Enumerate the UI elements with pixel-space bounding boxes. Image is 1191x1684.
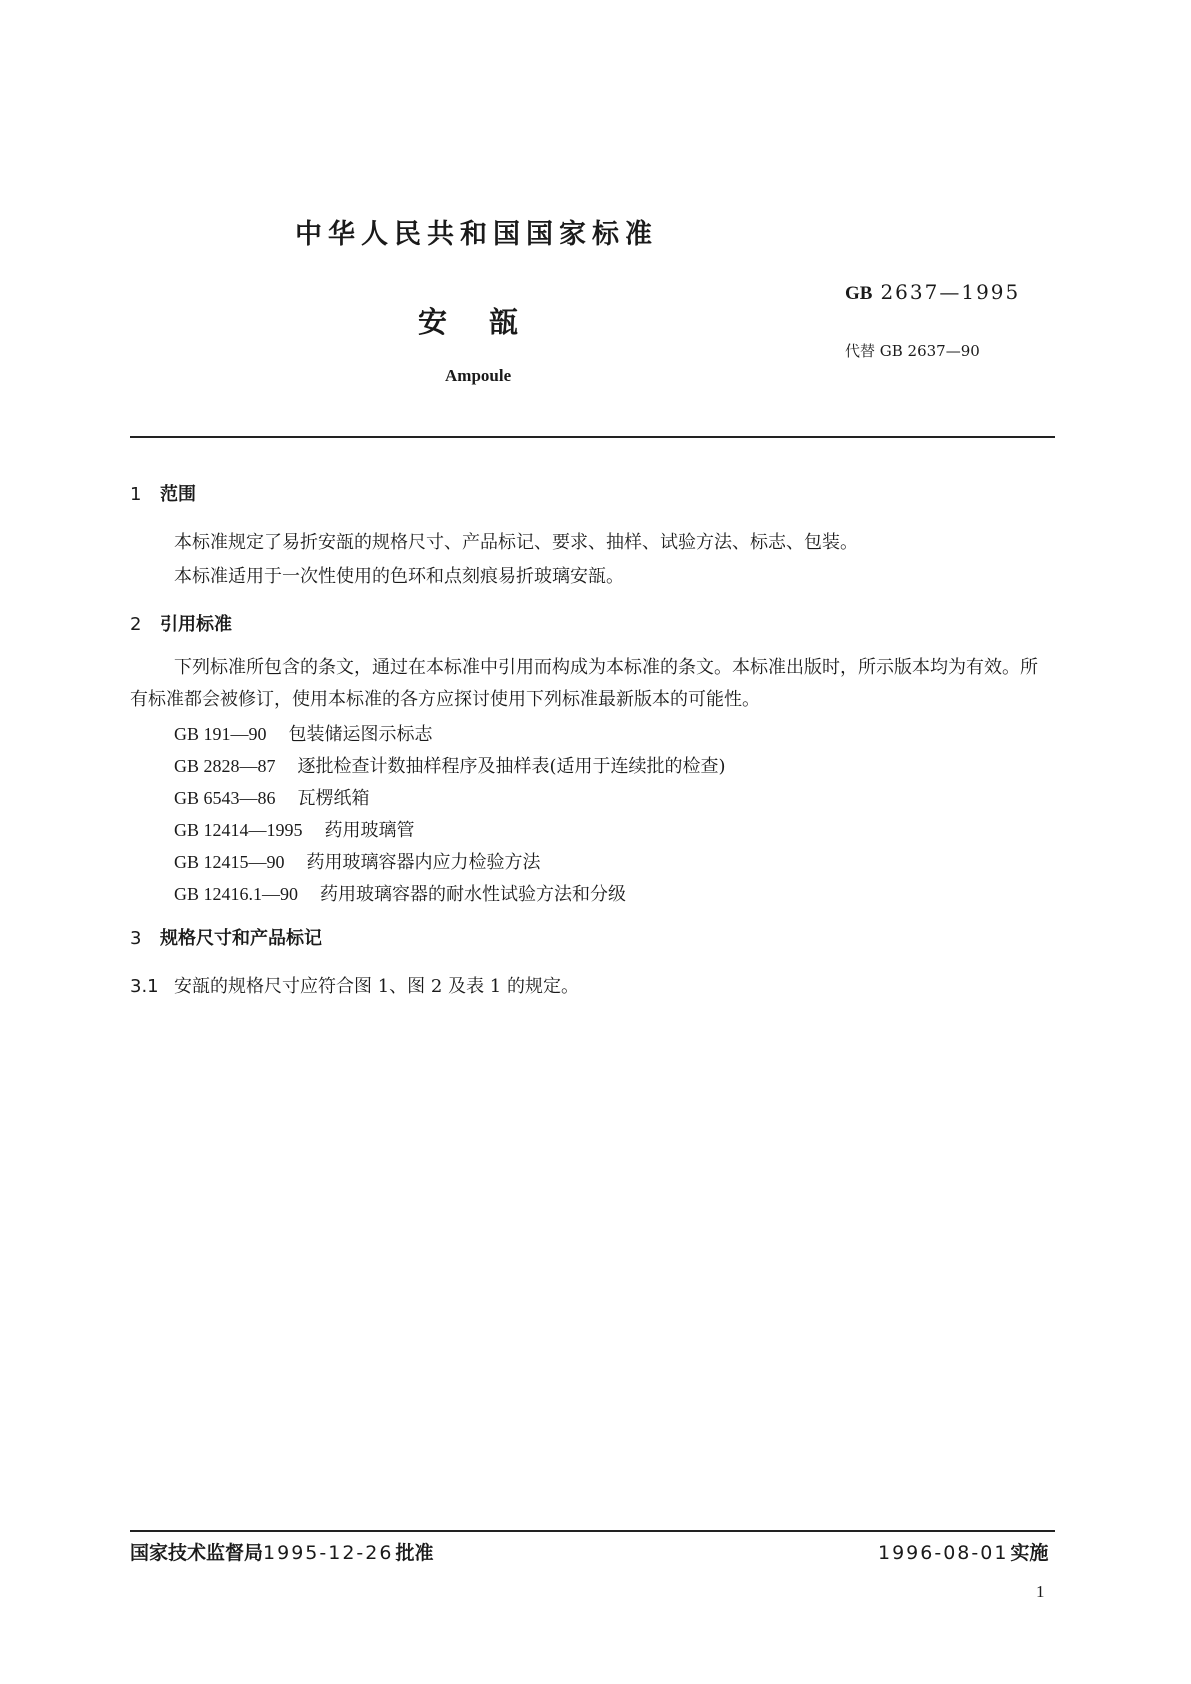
reference-item (174, 880, 626, 906)
section-number: 1 (130, 484, 142, 505)
clause-number: 3.1 (130, 976, 159, 997)
reference-title: 包装储运图示标志 (288, 724, 433, 745)
approving-authority: 国家技术监督局 (130, 1542, 264, 1564)
effective-date: 1996-08-01 (878, 1542, 1009, 1564)
reference-title: 药用玻璃容器内应力检验方法 (306, 852, 541, 873)
clause-3-1 (130, 972, 579, 998)
reference-code: GB 6543—86 (174, 788, 276, 808)
reference-title: 瓦楞纸箱 (297, 788, 370, 809)
standard-code: 2637—1995 (880, 280, 1021, 304)
reference-item (174, 848, 541, 874)
section-number: 3 (130, 928, 142, 949)
section-title: 规格尺寸和产品标记 (160, 928, 322, 949)
approval-line (130, 1538, 433, 1565)
reference-title: 逐批检查计数抽样程序及抽样表(适用于连续批的检查) (297, 756, 726, 777)
document-title-english: Ampoule (445, 366, 512, 385)
section-title: 范围 (160, 484, 196, 505)
reference-code: GB 12415—90 (174, 852, 285, 872)
standard-prefix: GB (845, 283, 873, 304)
reference-code: GB 12416.1—90 (174, 884, 299, 904)
header-divider (130, 436, 1055, 438)
reference-item (174, 720, 433, 746)
section-number: 2 (130, 614, 142, 635)
approval-date: 1995-12-26 (263, 1542, 394, 1564)
section-1-heading (130, 480, 196, 506)
section-2-intro: 下列标准所包含的条文，通过在本标准中引用而构成为本标准的条文。本标准出版时，所示版本均为有效。所有标准都会被修订，使用本标准的各方应探讨使用下列标准最新版本的可能性。 (130, 657, 1038, 710)
section-1-para-1: 本标准规定了易折安瓿的规格尺寸、产品标记、要求、抽样、试验方法、标志、包装。 (174, 532, 858, 553)
effective-label: 实施 (1010, 1542, 1049, 1564)
national-standard-heading: 中华人民共和国国家标准 (295, 219, 658, 250)
footer-divider (130, 1530, 1055, 1532)
section-2-heading (130, 610, 232, 636)
standard-number (845, 280, 1020, 305)
replaces-standard: 代替 GB 2637—90 (845, 342, 980, 360)
section-title: 引用标准 (160, 614, 232, 635)
reference-code: GB 191—90 (174, 724, 267, 744)
section-1-para-2: 本标准适用于一次性使用的色环和点刻痕易折玻璃安瓿。 (174, 566, 624, 587)
reference-code: GB 12414—1995 (174, 820, 303, 840)
document-title: 安瓿 (418, 305, 561, 339)
effective-line (878, 1538, 1048, 1565)
reference-item (174, 752, 726, 778)
clause-text: 安瓿的规格尺寸应符合图 1、图 2 及表 1 的规定。 (174, 976, 579, 997)
section-3-heading (130, 924, 322, 950)
reference-code: GB 2828—87 (174, 756, 276, 776)
approval-label: 批准 (395, 1542, 434, 1564)
page-number: 1 (1036, 1582, 1045, 1601)
reference-item (174, 784, 370, 810)
reference-title: 药用玻璃管 (324, 820, 415, 841)
reference-title: 药用玻璃容器的耐水性试验方法和分级 (320, 884, 627, 905)
reference-item (174, 816, 415, 842)
